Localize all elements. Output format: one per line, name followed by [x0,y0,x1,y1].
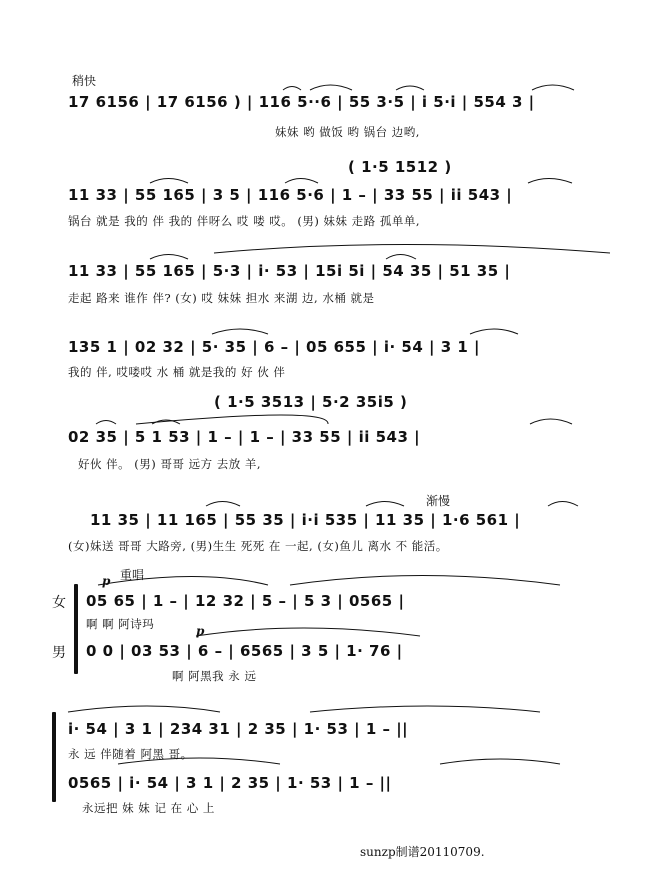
lyrics-row-5: 好伙 伴。 (男) 哥哥 远方 去放 羊, [78,457,262,471]
slur [150,179,188,184]
long-tie [136,415,328,424]
bracket-notes-row-5: ( 1·5 3513 | 5·2 35i5 ) [214,393,408,411]
slur [470,329,518,334]
lyrics-row-4: 我的 伴, 哎喽哎 水 桶 就是我的 好 伙 伴 [68,365,286,379]
lyrics-row-6: (女)妹送 哥哥 大路旁, (男)生生 死死 在 一起, (女)鱼儿 离水 不 能活。 [68,539,448,553]
lyrics-row-2: 锅台 就是 我的 伴 我的 伴呀么 哎 喽 哎。 (男) 妹妹 走路 孤单单, [68,214,420,228]
female-notes-system-2: i· 54 | 3 1 | 234 31 | 2 35 | 1· 53 | 1 – || [68,720,409,738]
slur [532,85,574,90]
notes-row-5: 02 35 | 5 1 53 | 1 – | 1 – | 33 55 | ii 543 | [68,428,421,446]
notes-row-6: 11 35 | 11 165 | 55 35 | i·i 535 | 11 35 | 1·6 561 | [90,511,521,529]
notes-row-2: 11 33 | 55 165 | 3 5 | 116 5·6 | 1 – | 33 55 | ii 543 | [68,186,513,204]
slur [548,502,578,507]
lyrics-row-1: 妹妹 哟 做饭 哟 锅台 边哟, [275,125,420,139]
long-tie [310,706,540,712]
notes-row-3: 11 33 | 55 165 | 5·3 | i· 53 | 15i 5i | 54 35 | 51 35 | [68,262,511,280]
notes-row-4: 135 1 | 02 32 | 5· 35 | 6 – | 05 655 | i· 54 | 3 1 | [68,338,481,356]
long-tie [214,245,610,254]
slur [150,255,188,260]
dynamic-piano-female: p [102,574,111,588]
female-lyrics-system-1: 啊 啊 阿诗玛 [86,617,155,631]
part-label-male: 男 [52,645,66,661]
transcriber-credit: sunzp制谱20110709. [360,845,485,859]
slur [212,329,268,334]
long-tie [118,758,280,764]
male-lyrics-system-1: 啊 阿黑我 永 远 [172,669,257,683]
slur [96,421,116,425]
slur [310,85,352,90]
slur [530,419,572,424]
long-tie [440,759,560,764]
tempo-mark-slow: 渐慢 [426,494,451,508]
slur [366,502,404,507]
part-label-female: 女 [52,595,66,611]
female-lyrics-system-2: 永 远 伴随着 阿黑 哥。 [68,747,193,761]
tempo-mark-start: 稍快 [72,74,97,88]
male-notes-system-2: 0565 | i· 54 | 3 1 | 2 35 | 1· 53 | 1 – || [68,774,392,792]
slur [386,255,416,260]
slur [206,502,240,507]
male-notes-system-1: 0 0 | 03 53 | 6 – | 6565 | 3 5 | 1· 76 | [86,642,403,660]
bracket-notes-row-2: ( 1·5 1512 ) [348,158,452,176]
slur [528,179,572,184]
long-tie [290,576,560,586]
slur [285,179,318,184]
dynamic-piano-male: p [196,624,205,638]
lyrics-row-3: 走起 路来 谁作 伴? (女) 哎 妹妹 担水 来湖 边, 水桶 就是 [68,291,375,305]
male-lyrics-system-2: 永远把 妹 妹 记 在 心 上 [82,801,215,815]
tempo-mark-duet: 重唱 [120,568,145,582]
slur [396,86,424,90]
long-tie [98,577,268,586]
female-notes-system-1: 05 65 | 1 – | 12 32 | 5 – | 5 3 | 0565 | [86,592,405,610]
long-tie [68,706,220,712]
slur [283,87,301,91]
notes-row-1: 17 6156 | 17 6156 ) | 116 5··6 | 55 3·5 | i 5·i | 554 3 | [68,93,535,111]
long-tie [196,628,420,636]
